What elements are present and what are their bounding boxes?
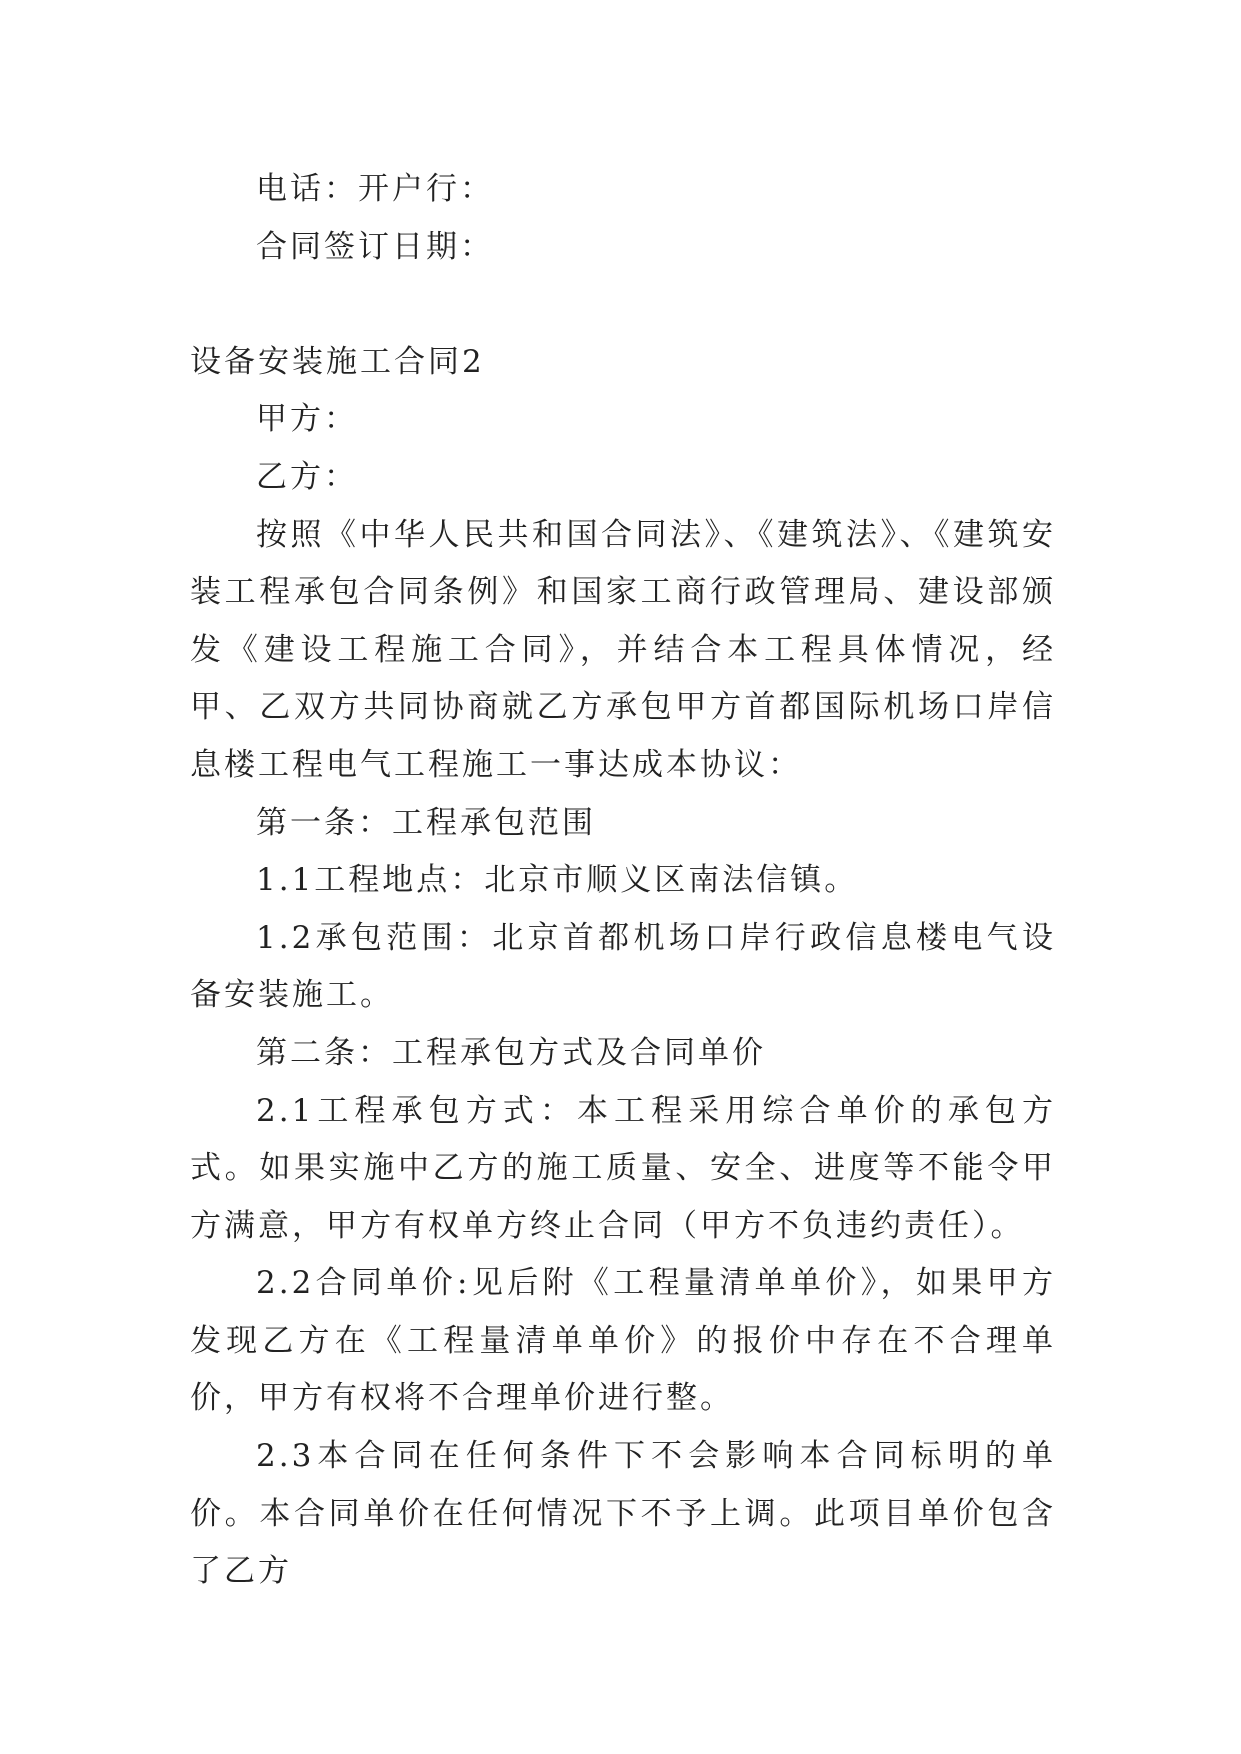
- clause-2-3: 2.3本合同在任何条件下不会影响本合同标明的单价。本合同单价在任何情况下不予上调。此项目单价包含了乙方: [190, 1438, 1056, 1590]
- article-2-heading: 第二条：工程承包方式及合同单价: [256, 1034, 766, 1071]
- clause-1-1: 1.1工程地点：北京市顺义区南法信镇。: [256, 862, 859, 899]
- clause-1-2: 1.2承包范围：北京首都机场口岸行政信息楼电气设备安装施工。: [190, 919, 1056, 1014]
- document-body: [190, 161, 1056, 1601]
- signing-date-line: 合同签订日期：: [256, 228, 494, 265]
- clause-2-2: 2.2合同单价:见后附《工程量清单单价》，如果甲方发现乙方在《工程量清单单价》的报价中存在不合理单价，甲方有权将不合理单价进行整。: [190, 1265, 1056, 1417]
- party-b-line: 乙方：: [256, 458, 358, 495]
- blank-line: [190, 276, 1056, 334]
- party-a-line: 甲方：: [256, 401, 358, 438]
- clause-2-1: 2.1工程承包方式：本工程采用综合单价的承包方式。如果实施中乙方的施工质量、安全、进度等不能令甲方满意，甲方有权单方终止合同（甲方不负违约责任）。: [190, 1092, 1056, 1244]
- contract-title: 设备安装施工合同2: [190, 343, 485, 380]
- article-1-heading: 第一条：工程承包范围: [256, 804, 596, 841]
- phone-bank-line: 电话：开户行：: [256, 171, 494, 207]
- preamble-paragraph: 按照《中华人民共和国合同法》、《建筑法》、《建筑安装工程承包合同条例》和国家工商行政管理局、建设部颁发《建设工程施工合同》，并结合本工程具体情况，经甲、乙双方共同协商就乙方承包甲方首都国际机场口岸信息楼工程电气工程施工一事达成本协议：: [190, 516, 1056, 783]
